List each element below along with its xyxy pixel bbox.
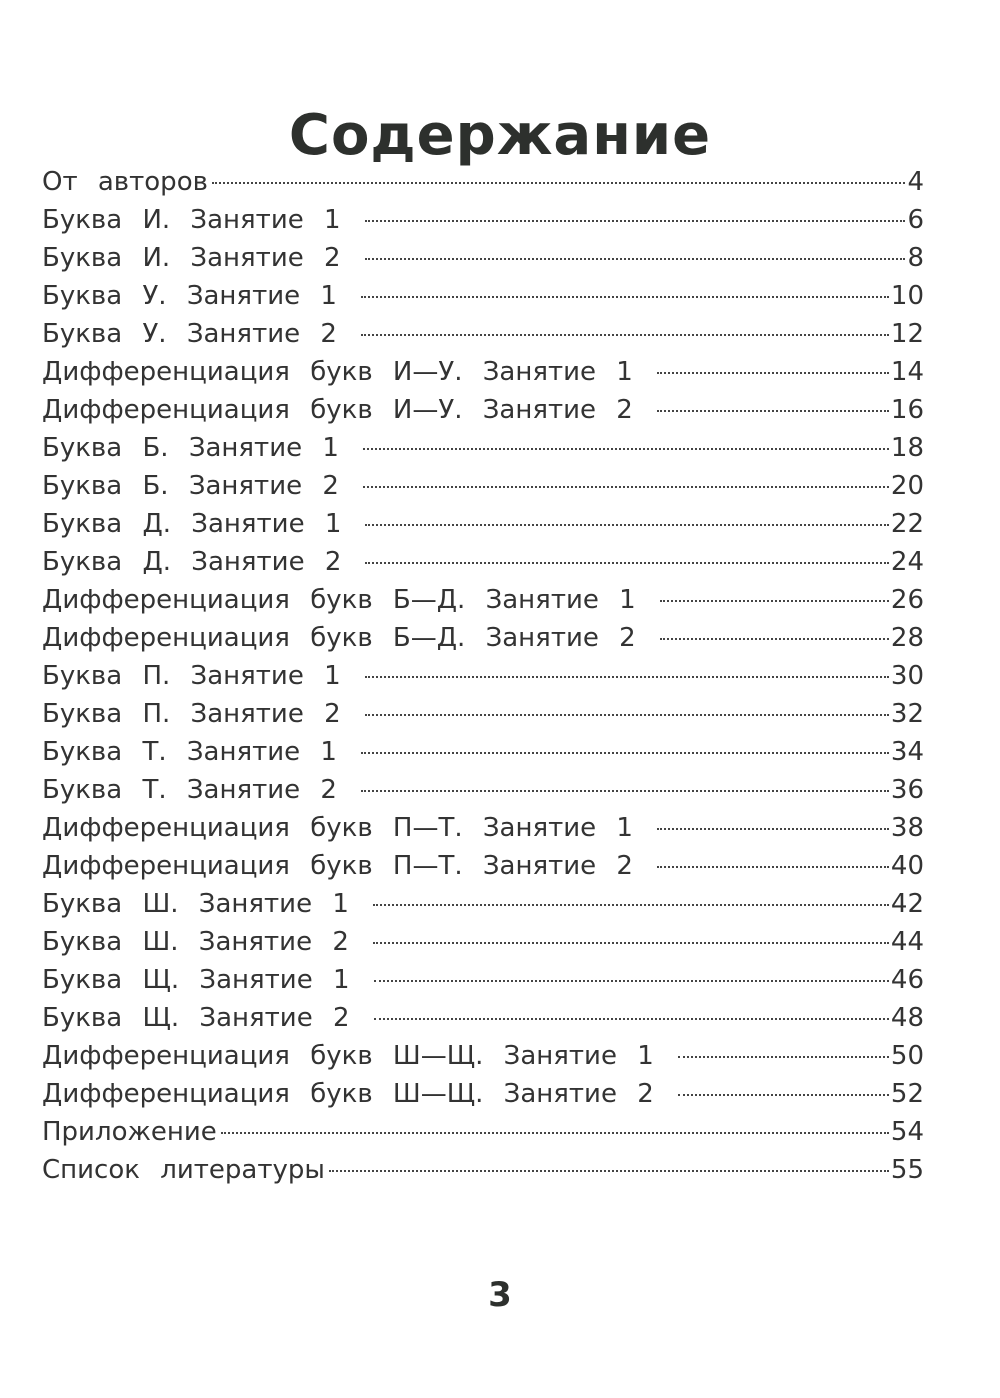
- toc-entry: [42, 315, 924, 353]
- toc-entry: [42, 201, 924, 239]
- toc-entry-title: Приложение: [42, 1117, 217, 1147]
- toc-entry-title: Дифференциация букв Ш—Щ. Занятие 1: [42, 1041, 654, 1071]
- toc-entry: [42, 1151, 924, 1189]
- toc-entry-page: 18: [890, 433, 924, 463]
- toc-entry-page: 46: [890, 965, 924, 995]
- toc-entry-title: Буква Д. Занятие 2: [42, 547, 342, 577]
- toc-dot-leader: [365, 714, 889, 716]
- toc-entry-title: Буква П. Занятие 1: [42, 661, 341, 691]
- toc-entry-page: 38: [890, 813, 924, 843]
- toc-entry: [42, 923, 924, 961]
- toc-dot-leader: [361, 296, 889, 298]
- page-title: Содержание: [288, 102, 712, 168]
- toc-entry-title: Буква У. Занятие 2: [42, 319, 337, 349]
- toc-entry: [42, 885, 924, 923]
- toc-entry-title: Буква И. Занятие 2: [42, 243, 341, 273]
- toc-entry-page: 4: [907, 167, 924, 197]
- toc-dot-leader: [365, 676, 889, 678]
- toc-entry-page: 22: [890, 509, 924, 539]
- toc-entry-page: 48: [890, 1003, 924, 1033]
- toc-dot-leader: [365, 220, 906, 222]
- toc-dot-leader: [212, 182, 906, 184]
- toc-entry-page: 42: [890, 889, 924, 919]
- toc-entry-title: Дифференциация букв Б—Д. Занятие 1: [42, 585, 636, 615]
- toc-dot-leader: [657, 372, 889, 374]
- toc-entry-title: От авторов: [42, 167, 208, 197]
- toc-entry-page: 44: [890, 927, 924, 957]
- toc-entry-page: 34: [890, 737, 924, 767]
- toc-entry-page: 8: [907, 243, 924, 273]
- toc-entry: [42, 467, 924, 505]
- toc-entry: [42, 163, 924, 201]
- toc-entry: [42, 657, 924, 695]
- toc-entry-page: 40: [890, 851, 924, 881]
- toc-entry: [42, 543, 924, 581]
- toc-entry-page: 32: [890, 699, 924, 729]
- toc-entry: [42, 581, 924, 619]
- toc-dot-leader: [365, 258, 906, 260]
- toc-dot-leader: [361, 752, 889, 754]
- toc-entry-title: Дифференциация букв П—Т. Занятие 2: [42, 851, 633, 881]
- toc-entry-page: 14: [890, 357, 924, 387]
- toc-entry: [42, 1113, 924, 1151]
- toc-dot-leader: [657, 410, 889, 412]
- toc-entry: [42, 733, 924, 771]
- toc-entry-page: 36: [890, 775, 924, 805]
- toc-entry-title: Буква И. Занятие 1: [42, 205, 341, 235]
- toc-entry: [42, 847, 924, 885]
- toc-entry-title: Дифференциация букв Б—Д. Занятие 2: [42, 623, 636, 653]
- toc-entry: [42, 1037, 924, 1075]
- toc-entry-page: 24: [890, 547, 924, 577]
- toc-entry-title: Буква П. Занятие 2: [42, 699, 341, 729]
- toc-entry-page: 30: [890, 661, 924, 691]
- toc-dot-leader: [363, 448, 889, 450]
- toc-entry-title: Дифференциация букв И—У. Занятие 2: [42, 395, 633, 425]
- toc-dot-leader: [365, 524, 889, 526]
- toc-entry-page: 6: [907, 205, 924, 235]
- toc-entry: [42, 999, 924, 1037]
- toc-dot-leader: [365, 562, 889, 564]
- toc-entry-title: Буква Щ. Занятие 2: [42, 1003, 350, 1033]
- toc-entry: [42, 277, 924, 315]
- toc-dot-leader: [657, 866, 889, 868]
- table-of-contents: [42, 163, 924, 1189]
- toc-entry-page: 54: [890, 1117, 924, 1147]
- toc-dot-leader: [329, 1170, 889, 1172]
- toc-entry: [42, 505, 924, 543]
- toc-dot-leader: [361, 790, 889, 792]
- toc-entry-title: Буква Ш. Занятие 1: [42, 889, 349, 919]
- toc-entry-page: 28: [890, 623, 924, 653]
- toc-entry: [42, 695, 924, 733]
- toc-entry-title: Буква У. Занятие 1: [42, 281, 337, 311]
- toc-entry: [42, 809, 924, 847]
- toc-dot-leader: [221, 1132, 889, 1134]
- toc-dot-leader: [374, 1018, 889, 1020]
- toc-dot-leader: [374, 980, 889, 982]
- toc-entry-page: 50: [890, 1041, 924, 1071]
- toc-entry-title: Буква Б. Занятие 1: [42, 433, 339, 463]
- toc-entry-page: 12: [890, 319, 924, 349]
- toc-entry-title: Буква Щ. Занятие 1: [42, 965, 350, 995]
- toc-entry: [42, 961, 924, 999]
- toc-dot-leader: [657, 828, 889, 830]
- toc-entry: [42, 353, 924, 391]
- toc-dot-leader: [363, 486, 889, 488]
- toc-entry: [42, 391, 924, 429]
- toc-entry-page: 55: [890, 1155, 924, 1185]
- toc-entry: [42, 619, 924, 657]
- toc-entry-page: 26: [890, 585, 924, 615]
- toc-entry-title: Дифференциация букв И—У. Занятие 1: [42, 357, 633, 387]
- page-number: 3: [488, 1275, 512, 1315]
- toc-entry-page: 20: [890, 471, 924, 501]
- toc-dot-leader: [660, 600, 889, 602]
- toc-dot-leader: [660, 638, 889, 640]
- toc-entry-title: Дифференциация букв П—Т. Занятие 1: [42, 813, 633, 843]
- toc-entry-title: Буква Ш. Занятие 2: [42, 927, 349, 957]
- toc-entry-page: 16: [890, 395, 924, 425]
- toc-dot-leader: [678, 1094, 889, 1096]
- toc-dot-leader: [678, 1056, 889, 1058]
- toc-entry-page: 10: [890, 281, 924, 311]
- toc-entry-title: Буква Б. Занятие 2: [42, 471, 339, 501]
- toc-entry: [42, 1075, 924, 1113]
- toc-entry-title: Буква Д. Занятие 1: [42, 509, 342, 539]
- toc-entry-title: Буква Т. Занятие 2: [42, 775, 337, 805]
- toc-entry: [42, 771, 924, 809]
- toc-dot-leader: [373, 942, 889, 944]
- toc-entry-title: Буква Т. Занятие 1: [42, 737, 337, 767]
- toc-dot-leader: [373, 904, 889, 906]
- toc-entry-page: 52: [890, 1079, 924, 1109]
- toc-entry-title: Список литературы: [42, 1155, 325, 1185]
- toc-entry: [42, 239, 924, 277]
- toc-entry-title: Дифференциация букв Ш—Щ. Занятие 2: [42, 1079, 654, 1109]
- toc-dot-leader: [361, 334, 889, 336]
- toc-entry: [42, 429, 924, 467]
